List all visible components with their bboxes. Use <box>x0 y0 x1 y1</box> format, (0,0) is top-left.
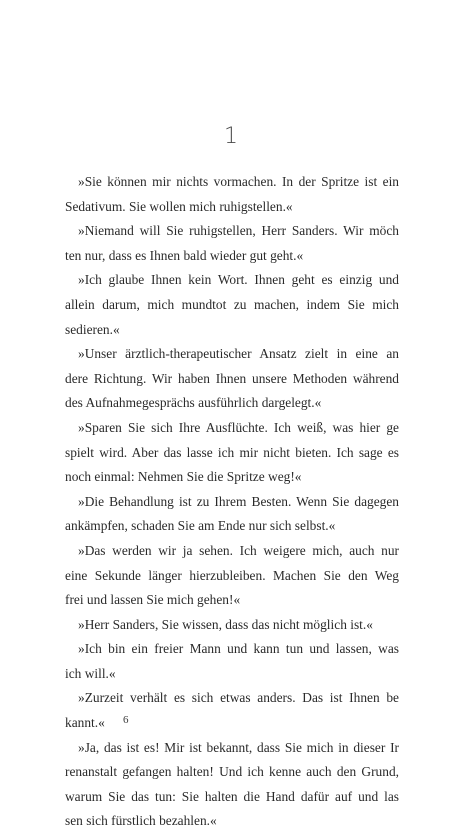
text-line: »Niemand will Sie ruhigstellen, Herr Sanders. Wir möch <box>78 223 399 239</box>
text-line: »Zurzeit verhält es sich etwas anders. Das ist Ihnen be <box>78 690 399 706</box>
text-line: »Die Behandlung ist zu Ihrem Besten. Wenn Sie dagegen <box>78 493 399 509</box>
body-text <box>65 170 399 834</box>
text-line: Sedativum. Sie wollen mich ruhigstellen.« <box>65 198 293 214</box>
text-line: »Herr Sanders, Sie wissen, dass das nicht möglich ist.« <box>78 616 373 632</box>
text-line: »Das werden wir ja sehen. Ich weigere mich, auch nur <box>78 542 399 558</box>
text-line: sen sich fürstlich bezahlen.« <box>65 813 217 829</box>
text-line: dere Richtung. Wir haben Ihnen unsere Methoden während <box>65 370 399 386</box>
chapter-number: 1 <box>224 124 238 149</box>
text-line: »Ja, das ist es! Mir ist bekannt, dass Sie mich in dieser Ir <box>78 739 399 755</box>
text-line: ankämpfen, schaden Sie am Ende nur sich selbst.« <box>65 518 336 534</box>
text-line: frei und lassen Sie mich gehen!« <box>65 592 241 608</box>
text-line: allein darum, mich mundtot zu machen, indem Sie mich <box>65 296 399 312</box>
text-line: sedieren.« <box>65 321 120 337</box>
text-line: spielt wird. Aber das lasse ich mir nicht bieten. Ich sage es <box>65 444 399 460</box>
text-line: »Sparen Sie sich Ihre Ausflüchte. Ich weiß, was hier ge <box>78 419 399 435</box>
text-line: kannt.« <box>65 715 105 731</box>
text-line: ich will.« <box>65 665 116 681</box>
text-line: eine Sekunde länger hierzubleiben. Machen Sie den Weg <box>65 567 399 583</box>
text-line: »Ich bin ein freier Mann und kann tun und lassen, was <box>78 641 399 657</box>
text-line: des Aufnahmegesprächs ausführlich dargelegt.« <box>65 395 322 411</box>
text-line: »Sie können mir nichts vormachen. In der Spritze ist ein <box>78 174 399 189</box>
text-line: renanstalt gefangen halten! Und ich kenne auch den Grund, <box>65 764 399 780</box>
text-line: »Unser ärztlich-therapeutischer Ansatz zielt in eine an <box>78 346 399 362</box>
text-line: noch einmal: Nehmen Sie die Spritze weg!« <box>65 469 302 485</box>
text-line: ten nur, dass es Ihnen bald wieder gut geht.« <box>65 247 304 263</box>
text-line: warum Sie das tun: Sie halten die Hand dafür auf und las <box>65 788 399 804</box>
page-number: 6 <box>123 714 129 726</box>
text-line: »Ich glaube Ihnen kein Wort. Ihnen geht es einzig und <box>78 272 399 288</box>
